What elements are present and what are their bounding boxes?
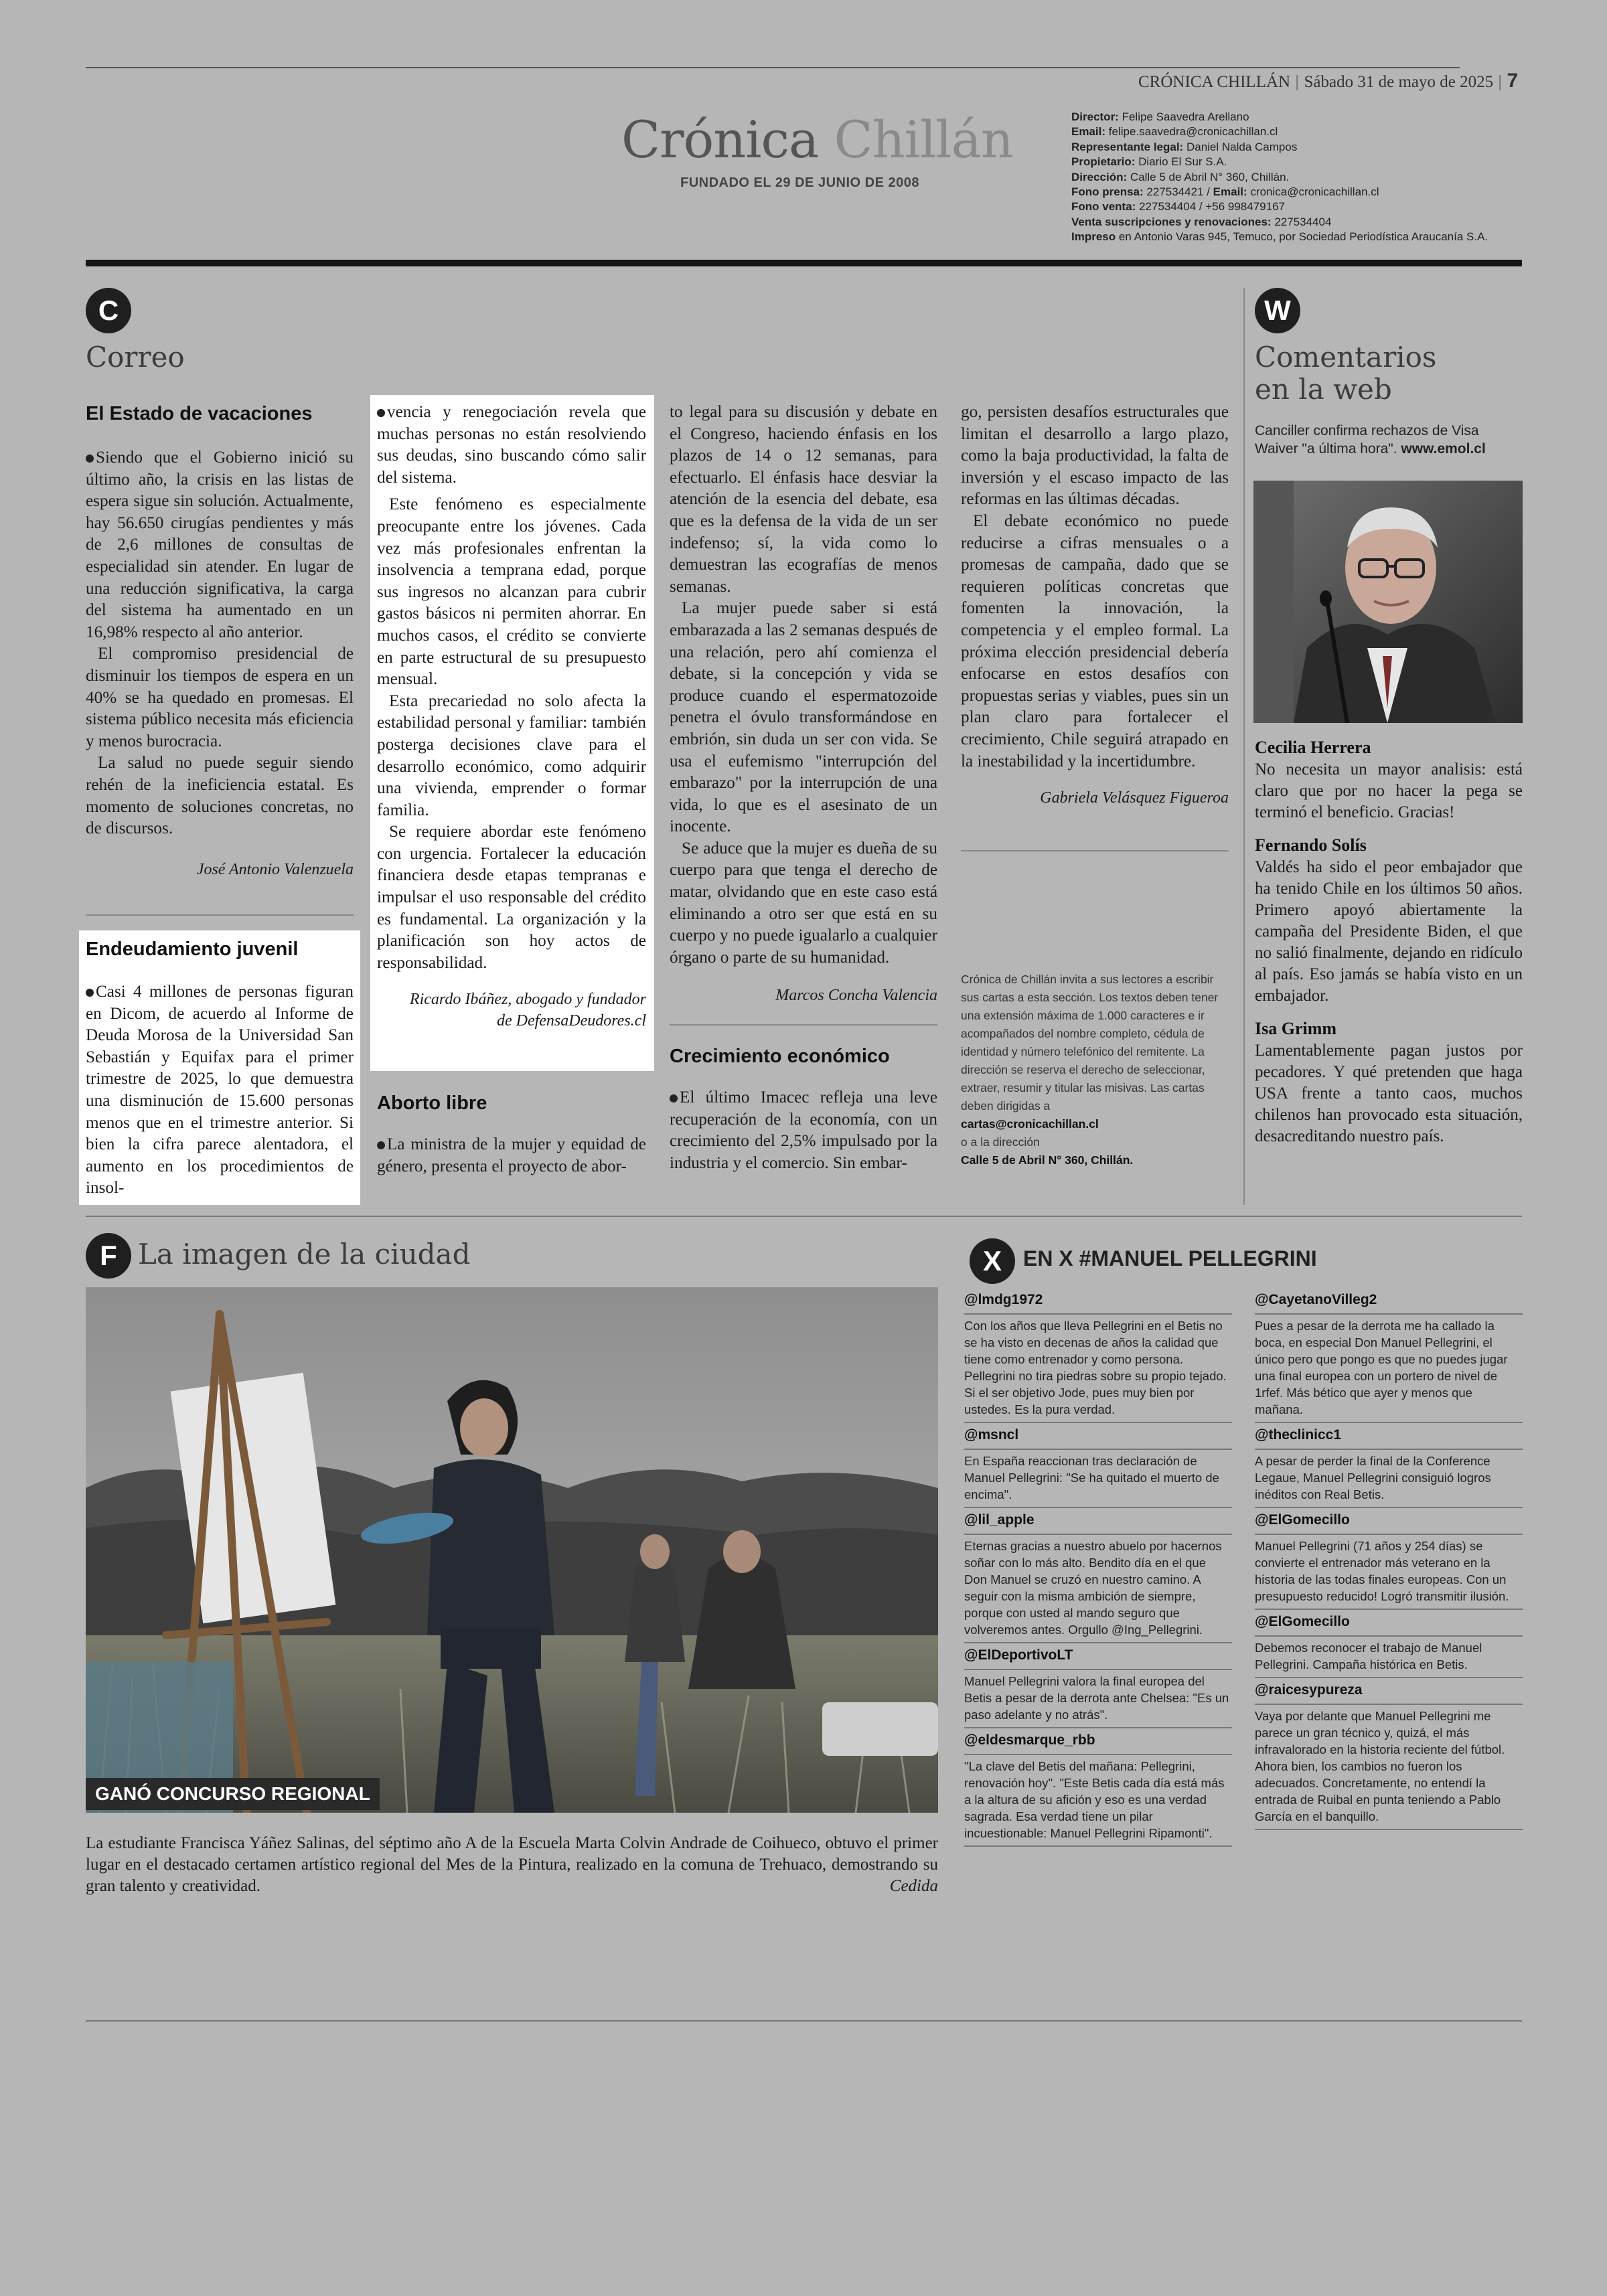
letter1-signature: José Antonio Valenzuela [196,860,354,878]
photo-caption [86,1833,938,1897]
bottom-rule [86,2020,1522,2022]
x-post-handle[interactable]: @theclinicc1 [1255,1427,1342,1443]
folio-paper: CRÓNICA CHILLÁN [1138,73,1291,91]
letter3-title: Aborto libre [377,1092,487,1114]
x-post-handle[interactable]: @lmdg1972 [964,1292,1043,1307]
x-post-handle[interactable]: @raicesypureza [1255,1682,1363,1698]
imagen-section-icon: F [86,1233,131,1279]
x-post [1255,1511,1523,1605]
web-lead-source[interactable]: www.emol.cl [1401,441,1486,457]
x-post-handle[interactable]: @msncl [964,1427,1019,1443]
staff-box [1071,110,1527,245]
section-divider [86,1216,1522,1217]
letter2-paragraph: Casi 4 millones de personas figuran en Dicom, de acuerdo al Informe de Deuda Morosa de la Universidad San Sebastián y Equifax para el primer trimestre de 2025, lo que demuestra una disminución de 15.600 personas menos que en el trimestre anterior. Si bien la cifra parece alentadora, el aumento en los procedimientos de insol- [86,981,354,1200]
x-post-text: Manuel Pellegrini valora la final europea del Betis a pesar de la derrota ante Chelsea: "Es un paso adelante y no atrás". [964,1674,1229,1722]
staff-line: Fono venta: 227534404 / +56 998479167 [1071,200,1285,214]
x-post-text: "La clave del Betis del mañana: Pellegrini, renovación hoy". "Este Betis cada día está más a la altura de su afición y eso es una verdad sagrada. Esa verdad tiene un pilar incuestionable: Manuel Pellegrini Ripamonti". [964,1759,1225,1840]
letter3-paragraph: to legal para su discusión y debate en el Congreso, haciendo énfasis en los plazos de 14 o 12 semanas, para efectuarlo. El énfasis hace desviar la atención de la esencia del debate, esa que es la defensa de la vida de un ser indefenso; sí, la vida como lo demuestran las ecografías de menos semanas. [670,403,937,596]
invitation-or: o a la dirección [961,1135,1040,1149]
letter3-paragraph: Se aduce que la mujer es dueña de su cuerpo para que tenga el derecho de matar, olvidando que en este caso está eliminando a otro ser que está en su cuerpo y no puede igualarlo a cualquier órgano o parte de su humanidad. [670,839,937,967]
letter4-signature: Gabriela Velásquez Figueroa [1040,789,1229,807]
letter4-paragraph: go, persisten desafíos estructurales que limitan el desarrollo a largo plazo, como la baja productividad, la falta de inversión y el escaso impacto de las reformas en las últimas décadas. [961,403,1229,509]
masthead-title-a: Crónica [621,110,819,169]
staff-line: Email: felipe.saavedra@cronicachillan.cl [1071,125,1278,139]
staff-line: Propietario: Diario El Sur S.A. [1071,155,1227,169]
letter1-column [86,402,354,880]
letter3-divider [670,1024,937,1026]
web-comments [1255,736,1523,1147]
staff-line: Dirección: Calle 5 de Abril N° 360, Chillán. [1071,170,1290,183]
painting-student-image [86,1287,938,1813]
correo-section-title: Correo [86,341,185,374]
imagen-section-title: La imagen de la ciudad [138,1238,471,1270]
x-section-title: EN X #MANUEL PELLEGRINI [1023,1246,1317,1270]
letter2-paragraph: Se requiere abordar este fenómeno con urgencia. Fortalecer la educación financiera desde etapas tempranas e impulsar el uso responsable del crédito es fundamental. La organización y la planificación son hoy actos de responsabilidad. [377,823,646,972]
web-comment-text: Valdés ha sido el peor embajador que ha tenido Chile en los últimos 50 años. Primero apoyó abiertamente la campaña del Presidente Biden, el que no salió finalmente, dejando en ridículo al país. Eso jamás se había visto en un embajador. [1255,858,1523,1005]
masthead-title [621,110,1013,169]
x-post-handle[interactable]: @CayetanoVilleg2 [1255,1292,1377,1307]
letters-invitation [961,971,1229,1169]
photo-credit: Cedida [889,1877,938,1895]
x-post [1255,1681,1523,1825]
letter4-column [961,402,1229,809]
letter3-start [377,1091,646,1177]
letter1-paragraph: Siendo que el Gobierno inició su último año, la crisis en las listas de espera sigue sin solución. Actualmente, hay 56.650 cirugías pendientes y más de 2,6 millones de consultas de especialidad sin atender. En lugar de una reducción significativa, la carga del sistema ha aumentado en un 16,98% respecto al año anterior. [86,447,354,643]
x-post-text: A pesar de perder la final de la Conference Legaue, Manuel Pellegrini consiguió logros inéditos con Real Betis. [1255,1454,1491,1501]
web-comment-text: Lamentablemente pagan justos por pecadores. Y qué pretenden que haga USA frente a tanto caos, muchos chilenos han provocado esta situación, desacreditando nuestro país. [1255,1042,1523,1145]
city-photo [86,1287,938,1813]
staff-line: Venta suscripciones y renovaciones: 227534404 [1071,215,1332,228]
web-vertical-rule [1243,288,1245,1205]
letter2-paragraph: Esta precariedad no solo afecta la estabilidad personal y familiar: también posterga decisiones clave para el desarrollo económico, como adquirir una vivienda, emprender o formar familia. [377,691,646,819]
x-post-text: Pues a pesar de la derrota me ha callado la boca, en especial Don Manuel Pellegrini, el único pero que pongo es que no puedes jugar una final europea con un portero de nivel de 1rfef. Más bético que ayer y menos que mañana. [1255,1319,1508,1416]
invitation-address: Calle 5 de Abril N° 360, Chillán. [961,1153,1134,1167]
web-comment-name: Fernando Solís [1255,835,1367,855]
invitation-email[interactable]: cartas@cronicachillan.cl [961,1117,1099,1131]
x-post-text: Con los años que lleva Pellegrini en el Betis no se ha visto en decenas de años la calidad que tiene como entrenador y como persona. Pellegrini no tira piedras sobre su propio tejado. Si el ser objetivo Jode, pues muy bien por ustedes. Es la pura verdad. [964,1319,1227,1416]
letter3-column [670,402,937,1006]
x-post [964,1511,1232,1638]
x-post-handle[interactable]: @ElDeportivoLT [964,1647,1073,1663]
letter2-paragraph: Este fenómeno es especialmente preocupante entre los jóvenes. Cada vez más profesionales enfrentan la insolvencia a temprana edad, porque sus ingresos no alcanzan para cubrir gastos básicos ni permiten ahorrar. En muchos casos, el crédito se convierte en parte estructural de su presupuesto mensual. [377,495,646,689]
web-section-icon: W [1255,288,1300,333]
x-post-text: Vaya por delante que Manuel Pellegrini me parece un gran técnico y, quizá, el más infravalorado en la historia reciente del fútbol. Ahora bien, los cambios no fueron los adecuados. Concretamente, no entendí la entrada de Ruibal en punta teniendo a Pablo García en el banquillo. [1255,1709,1505,1823]
x-post [964,1731,1232,1841]
x-post-text: Eternas gracias a nuestro abuelo por hacernos soñar con lo más alto. Bendito día en el que Don Manuel se cruzó en nuestro camino. A seguir con la misma ambición de siempre, porque con usted al mando seguro que volveremos antes. Orgullo @Ing_Pellegrini. [964,1539,1222,1637]
web-comment-name: Cecilia Herrera [1255,738,1371,757]
x-column-right [1255,1291,1523,1833]
staff-line: Impreso en Antonio Varas 945, Temuco, por Sociedad Periodística Araucanía S.A. [1071,230,1488,244]
letter3-paragraph: La mujer puede saber si está embarazada a las 2 semanas después de una relación, pero ahí comienza el debate, si la concepción y vida se produce cuando el espermatozoide penetra el óvulo transformándose en embrión, sin duda un ser con vida. Se usa el eufemismo "interrupción del embarazo" por la interrupción de una vida, lo que es el asesinato de un inocente. [670,599,937,836]
x-post-text: Debemos reconocer el trabajo de Manuel Pellegrini. Campaña histórica en Betis. [1255,1641,1482,1671]
letter1-paragraph: El compromiso presidencial de disminuir los tiempos de espera en un 40% se ha quedado en promesas. El sistema público necesita más eficiencia y menos burocracia. [86,645,354,750]
web-photo [1253,481,1523,723]
staff-line: Fono prensa: 227534421 / Email: cronica@cronicachillan.cl [1071,185,1379,199]
x-section-icon: X [970,1238,1015,1284]
top-rule [86,67,1460,68]
letter2-paragraph: vencia y renegociación revela que muchas personas no están resolviendo sus deudas, sino buscando cómo salir del sistema. [377,402,646,489]
letter2-signature: Ricardo Ibáñez, abogado y fundador de DefensaDeudores.cl [409,991,646,1030]
x-post [964,1646,1232,1723]
masthead-founded: FUNDADO EL 29 DE JUNIO DE 2008 [680,175,919,190]
letter1-title: El Estado de vacaciones [86,403,313,424]
x-post [964,1291,1232,1418]
staff-line: Representante legal: Daniel Nalda Campos [1071,140,1298,153]
staff-line: Director: Felipe Saavedra Arellano [1071,110,1249,123]
letter4-paragraph: El debate económico no puede reducirse a cifras mensuales o a promesas de campaña, dado que se requieren políticas concretas que fomenten la innovación, la competencia y el empleo formal. La próxima elección presidencial debería enfocarse en estos desafíos con propuestas serias y viables, pues sin un plan claro para fortalecer el crecimiento, Chile seguirá atrapado en la inestabilidad y la incertidumbre. [961,511,1229,770]
letter4-title: Crecimiento económico [670,1046,890,1067]
x-post [1255,1613,1523,1673]
masthead-thick-rule [86,260,1522,266]
masthead-title-b: Chillán [834,110,1013,169]
web-comment [1255,1017,1523,1147]
letter2-column-a [86,937,354,1200]
web-comment [1255,736,1523,823]
folio-page-number: 7 [1507,70,1519,92]
photo-caption-text: La estudiante Francisca Yáñez Salinas, del séptimo año A de la Escuela Marta Colvin Andrade de Coihueco, obtuvo el primer lugar en el destacado certamen artístico regional del Mes de la Pintura, realizado en la comuna de Trehuaco, demostrando su gran talento y creatividad. [86,1834,938,1895]
web-comment [1255,834,1523,1007]
x-post-text: En España reaccionan tras declaración de Manuel Pellegrini: "Se ha quitado el muerto de encima". [964,1454,1219,1501]
letter4-divider [961,850,1229,851]
folio: CRÓNICA CHILLÁN | Sábado 31 de mayo de 2025 | 7 [1138,70,1519,92]
folio-date: Sábado 31 de mayo de 2025 [1304,73,1494,91]
man-portrait-image [1253,481,1523,723]
x-post [1255,1291,1523,1418]
letter2-column-b [377,402,646,1032]
letter2-title: Endeudamiento juvenil [86,938,299,960]
photo-banner: GANÓ CONCURSO REGIONAL [86,1778,380,1810]
x-post [1255,1426,1523,1503]
x-column-left [964,1291,1232,1850]
letter3-signature: Marcos Concha Valencia [775,987,937,1005]
web-comment-name: Isa Grimm [1255,1019,1337,1038]
letter4-paragraph: El último Imacec refleja una leve recuperación de la economía, con un crecimiento del 2,5% impulsado por la industria y el comercio. Sin embar- [670,1087,937,1174]
web-comment-text: No necesita un mayor analisis: está claro que por no hacer la pega se terminó el beneficio. Gracias! [1255,760,1523,821]
invitation-text: Crónica de Chillán invita a sus lectores a escribir sus cartas a esta sección. Los textos deben tener una extensión máxima de 1.000 caracteres e ir acompañados del nombre completo, cédula de identidad y número telefónico del remitente. La dirección se reserva el derecho de seleccionar, extraer, resumir y titular las misivas. Las cartas deben dirigidas a [961,973,1219,1113]
letter4-start [670,1044,937,1174]
x-post [964,1426,1232,1503]
web-lead: Canciller confirma rechazos de Visa Waiver "a última hora". www.emol.cl [1255,423,1486,457]
letter1-paragraph: La salud no puede seguir siendo rehén de la ineficiencia estatal. Es momento de soluciones concretas, no de discursos. [86,754,354,838]
correo-section-icon: C [86,288,131,333]
x-post-handle[interactable]: @ElGomecillo [1255,1512,1350,1528]
x-post-handle[interactable]: @eldesmarque_rbb [964,1732,1095,1748]
x-post-text: Manuel Pellegrini (71 años y 254 días) se convierte el entrenador más veterano en la historia de las todas finales europeas. Con un presupuesto reducido! Logró transmitir ilusión. [1255,1539,1509,1603]
letter3-paragraph: La ministra de la mujer y equidad de género, presenta el proyecto de abor- [377,1134,646,1177]
web-section-title: Comentarios en la web [1255,341,1437,406]
x-post-handle[interactable]: @ElGomecillo [1255,1614,1350,1629]
letter1-divider [86,914,354,916]
x-post-handle[interactable]: @lil_apple [964,1512,1035,1528]
